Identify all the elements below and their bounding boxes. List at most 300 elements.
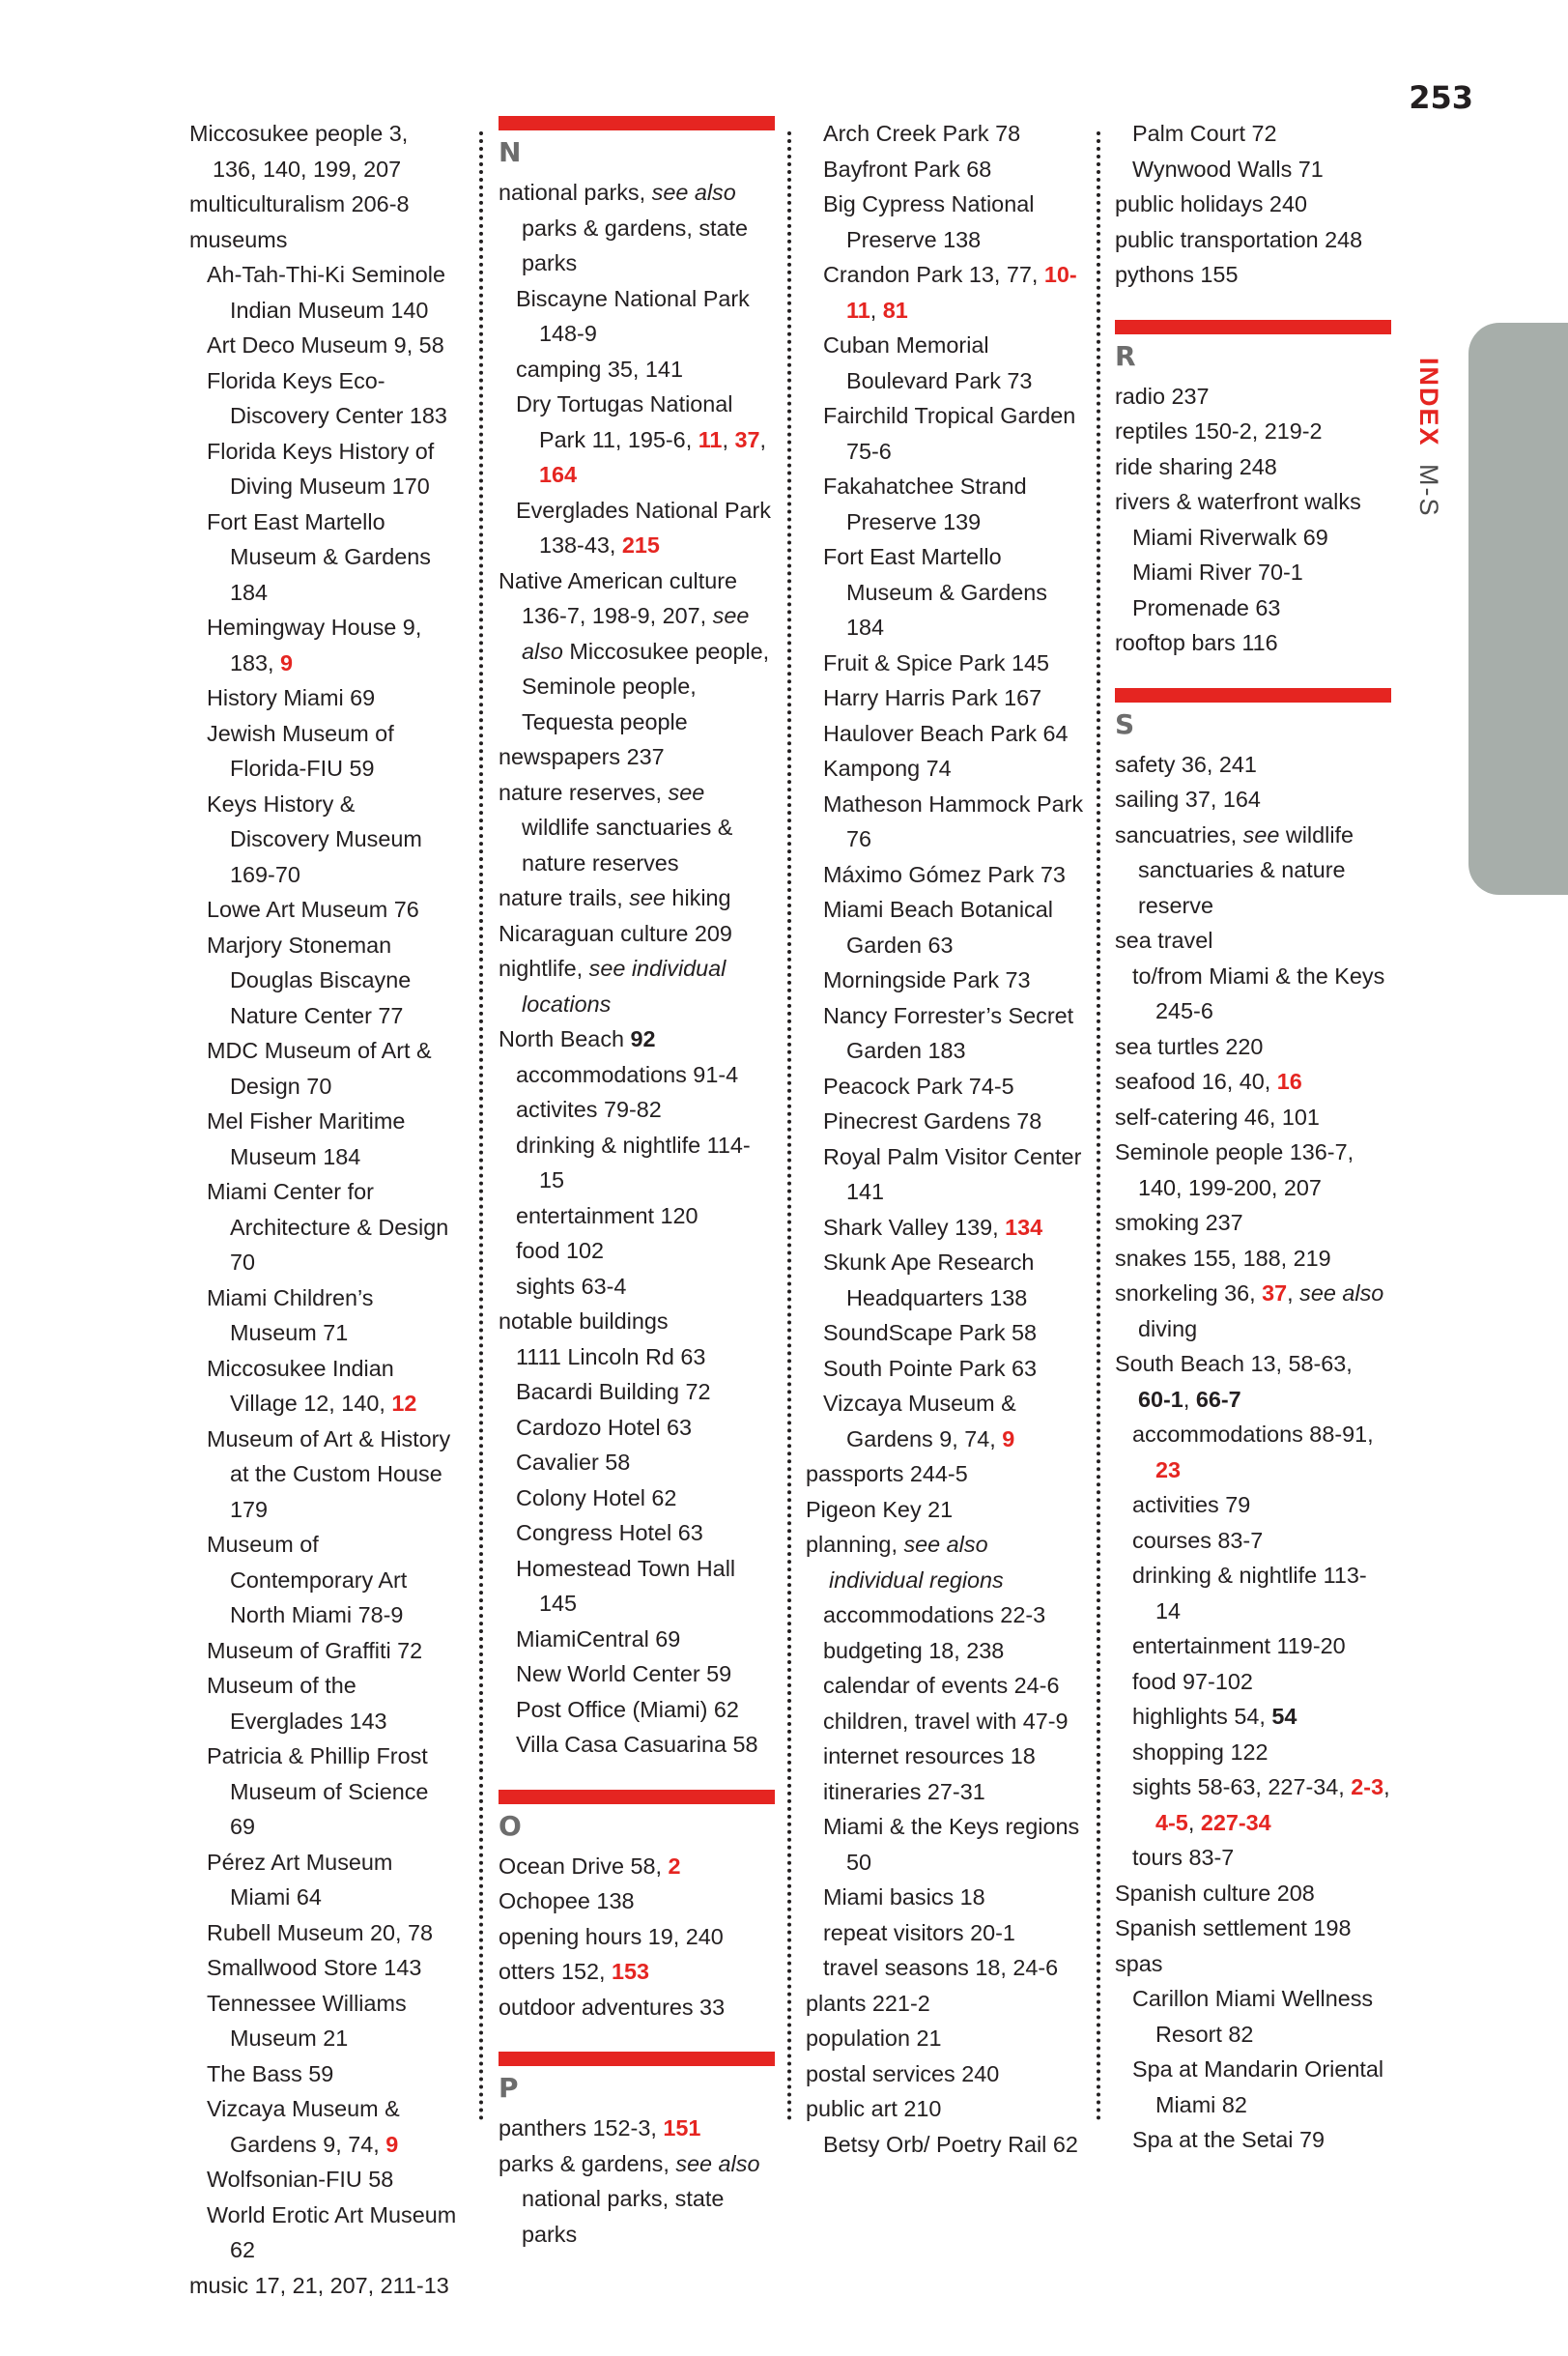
entry-text: public holidays 240: [1115, 191, 1307, 216]
index-subentry: [806, 998, 1084, 1069]
entry-text: postal services 240: [806, 2060, 1000, 2086]
index-entry: [499, 1883, 775, 1919]
index-entry: [1115, 1876, 1391, 1911]
index-entry: [499, 1954, 775, 1990]
index-subentry: [499, 1092, 775, 1128]
index-subentry: [806, 963, 1084, 998]
section-rule: [499, 116, 775, 130]
entry-text: Nancy Forrester’s Secret Garden 183: [823, 1002, 1074, 1063]
entry-text: MiamiCentral 69: [516, 1625, 681, 1652]
index-entry: [499, 175, 775, 281]
entry-text: drinking & nightlife 114-15: [516, 1132, 751, 1192]
entry-text: Pinecrest Gardens 78: [823, 1108, 1042, 1134]
index-subentry: [806, 1139, 1084, 1210]
entry-text: Dry Tortugas National Park 11, 195-6,: [516, 391, 733, 452]
index-entry: [1115, 1946, 1391, 1982]
index-entry: [1115, 1346, 1391, 1417]
map-page-ref: 134: [1005, 1214, 1043, 1240]
index-subentry: [189, 1950, 458, 1986]
index-entry: [189, 222, 458, 258]
side-thumb-tab: [1468, 323, 1568, 895]
index-subentry: [806, 1668, 1084, 1704]
cross-reference: see: [629, 885, 666, 910]
index-subentry: [189, 1986, 458, 2056]
entry-text: Haulover Beach Park 64: [823, 720, 1069, 746]
entry-text: Keys History & Discovery Museum 169-70: [207, 790, 422, 887]
index-subentry: [806, 646, 1084, 681]
section-letter: O: [499, 1809, 522, 1842]
index-subentry: [806, 892, 1084, 963]
index-subentry: [499, 387, 775, 493]
index-subentry: [189, 610, 458, 680]
index-subentry: [806, 1633, 1084, 1669]
column-divider: [1097, 131, 1100, 2122]
entry-text: sea travel: [1115, 928, 1213, 953]
entry-text: travel seasons 18, 24-6: [823, 1955, 1059, 1980]
map-page-ref: 81: [882, 297, 908, 323]
entry-text: public transportation 248: [1115, 226, 1363, 252]
cross-reference: see also individual regions: [829, 1532, 1004, 1593]
entry-text: camping 35, 141: [516, 356, 683, 382]
entry-text: Spanish settlement 198: [1115, 1915, 1352, 1940]
entry-text: Fruit & Spice Park 145: [823, 649, 1050, 675]
entry-text: Shark Valley 139,: [823, 1214, 1006, 1240]
index-subentry: [189, 1104, 458, 1174]
index-subentry: [1115, 1628, 1391, 1664]
entry-text: Cuban Memorial Boulevard Park 73: [823, 332, 1033, 393]
index-subentry: [499, 1445, 775, 1480]
entry-text: Miami River 70-1: [1132, 560, 1303, 585]
index-subentry: [189, 1033, 458, 1104]
index-subentry: [499, 1233, 775, 1269]
entry-text: Carillon Miami Wellness Resort 82: [1132, 1986, 1374, 2047]
index-entry: [1115, 1064, 1391, 1100]
page-number: 253: [1409, 79, 1473, 116]
index-entry: [499, 2146, 775, 2253]
entry-text: Wolfsonian-FIU 58: [207, 2167, 394, 2192]
entry-text: Spanish culture 208: [1115, 1880, 1315, 1906]
entry-text: Arch Creek Park 78: [823, 121, 1021, 146]
entry-text: MDC Museum of Art & Design 70: [207, 1038, 432, 1099]
entry-text: Native American culture 136-7, 198-9, 207,: [499, 567, 738, 628]
index-section: [499, 1790, 775, 2026]
entry-text: Seminole people 136-7, 140, 199-200, 207: [1115, 1139, 1354, 1200]
cross-reference: see: [1242, 821, 1280, 848]
index-entry: [1115, 747, 1391, 783]
index-entry: [1115, 923, 1391, 959]
entry-text: Florida Keys History of Diving Museum 170: [207, 438, 435, 499]
entry-text: ,: [1383, 1774, 1390, 1799]
map-page-ref: 9: [385, 2131, 399, 2157]
entry-text: Museum of the Everglades 143: [207, 1673, 387, 1734]
map-page-ref: 2: [668, 1853, 681, 1879]
index-subentry: [189, 680, 458, 716]
index-subentry: [499, 1622, 775, 1657]
entry-text: Colony Hotel 62: [516, 1484, 677, 1510]
cross-reference: see also: [1299, 1280, 1384, 1306]
entry-text: diving: [1138, 1315, 1198, 1341]
index-entry: [499, 563, 775, 740]
index-section: [1115, 320, 1391, 661]
map-page-ref: 153: [612, 1959, 650, 1984]
map-page-ref: 164: [539, 462, 578, 487]
entry-text: ride sharing 248: [1115, 453, 1277, 479]
index-subentry: [806, 680, 1084, 716]
index-entry: [806, 2091, 1084, 2127]
index-subentry: [1115, 1487, 1391, 1523]
entry-text: ,: [759, 426, 766, 452]
map-page-ref: 10-11: [846, 262, 1077, 323]
entry-text: newspapers 237: [499, 744, 665, 769]
entry-text: South Beach 13, 58-63,: [1115, 1351, 1353, 1376]
index-subentry: [806, 1774, 1084, 1810]
index-entry: [1115, 484, 1391, 520]
entry-text: Big Cypress National Preserve 138: [823, 191, 1035, 252]
index-subentry: [1115, 116, 1391, 152]
entry-text: repeat visitors 20-1: [823, 1919, 1015, 1945]
entry-text: snorkeling 36,: [1115, 1280, 1263, 1306]
index-entry: [189, 2268, 458, 2304]
entry-text: Harry Harris Park 167: [823, 685, 1042, 710]
entry-text: Vizcaya Museum & Gardens 9, 74,: [823, 1391, 1016, 1451]
index-subentry: [1115, 590, 1391, 626]
entry-text: courses 83-7: [1132, 1527, 1264, 1553]
entry-text: Homestead Town Hall 145: [516, 1555, 736, 1616]
entry-text: Spa at Mandarin Oriental Miami 82: [1132, 2056, 1384, 2117]
map-page-ref: 2-3: [1351, 1774, 1384, 1799]
entry-text: sights 58-63, 227-34,: [1132, 1774, 1352, 1799]
side-label-range: M-S: [1414, 464, 1443, 518]
index-subentry: [806, 787, 1084, 857]
main-page-ref: 92: [630, 1026, 656, 1051]
entry-text: Ochopee 138: [499, 1888, 635, 1913]
index-entry: [1115, 1029, 1391, 1065]
index-entry: [1115, 1205, 1391, 1241]
map-page-ref: 215: [621, 532, 660, 558]
index-subentry: [1115, 2122, 1391, 2158]
entry-text: planning,: [806, 1532, 904, 1557]
entry-text: SoundScape Park 58: [823, 1320, 1038, 1345]
section-header: [1115, 320, 1391, 377]
entry-text: tours 83-7: [1132, 1845, 1235, 1870]
entry-text: Rubell Museum 20, 78: [207, 1919, 434, 1945]
entry-text: entertainment 119-20: [1132, 1633, 1346, 1658]
entry-text: Kampong 74: [823, 756, 952, 781]
entry-text: Miccosukee people, Seminole people, Tequesta people: [522, 638, 770, 734]
index-entry: [189, 187, 458, 222]
index-subentry: [499, 352, 775, 388]
index-subentry: [806, 152, 1084, 187]
entry-text: ,: [1287, 1280, 1300, 1306]
entry-text: Fort East Martello Museum & Gardens 184: [823, 544, 1048, 640]
index-subentry: [499, 1339, 775, 1375]
entry-text: children, travel with 47-9: [823, 1708, 1069, 1734]
index-subentry: [1115, 1417, 1391, 1487]
index-subentry: [806, 2127, 1084, 2163]
entry-text: sights 63-4: [516, 1273, 627, 1299]
entry-text: wildlife sanctuaries & nature reserve: [1138, 821, 1354, 918]
entry-text: Tennessee Williams Museum 21: [207, 1990, 407, 2051]
map-page-ref: 151: [663, 2115, 701, 2141]
index-subentry: [499, 1480, 775, 1516]
entry-text: Hemingway House 9, 183,: [207, 615, 422, 675]
index-entry: [499, 916, 775, 952]
entry-text: Post Office (Miami) 62: [516, 1696, 739, 1722]
index-subentry: [189, 1738, 458, 1845]
index-subentry: [189, 2162, 458, 2198]
index-entry: [499, 1990, 775, 2026]
entry-text: budgeting 18, 238: [823, 1637, 1005, 1663]
entry-text: Museum of Art & History at the Custom House 179: [207, 1425, 451, 1522]
entry-text: Matheson Hammock Park 76: [823, 790, 1084, 851]
entry-text: Villa Casa Casuarina 58: [516, 1732, 758, 1757]
side-label-section: INDEX: [1414, 358, 1443, 447]
entry-text: radio 237: [1115, 383, 1210, 409]
entry-text: notable buildings: [499, 1308, 669, 1334]
index-entry: [499, 951, 775, 1021]
index-subentry: [806, 1351, 1084, 1387]
entry-text: rooftop bars 116: [1115, 630, 1278, 655]
section-rule: [1115, 688, 1391, 703]
index-entry: [1115, 222, 1391, 258]
entry-text: otters 152,: [499, 1959, 613, 1984]
entry-text: plants 221-2: [806, 1990, 930, 2016]
index-entry: [1115, 379, 1391, 415]
index-entry: [1115, 818, 1391, 924]
section-letter: P: [499, 2072, 519, 2104]
entry-text: entertainment 120: [516, 1202, 698, 1228]
map-page-ref: 9: [280, 649, 294, 675]
index-entry: [1115, 1241, 1391, 1277]
index-entry: [499, 1021, 775, 1057]
section-header: [499, 116, 775, 173]
index-subentry: [806, 751, 1084, 787]
entry-text: Lowe Art Museum 76: [207, 897, 419, 922]
entry-text: music 17, 21, 207, 211-13: [189, 2272, 449, 2298]
index-subentry: [1115, 959, 1391, 1029]
entry-text: Ocean Drive 58,: [499, 1853, 669, 1879]
index-subentry: [189, 2198, 458, 2268]
index-subentry: [806, 716, 1084, 752]
index-subentry: [189, 1422, 458, 1528]
entry-text: Pigeon Key 21: [806, 1496, 954, 1522]
section-rule: [1115, 320, 1391, 334]
entry-text: 1111 Lincoln Rd 63: [516, 1343, 706, 1369]
main-page-ref: 60-1: [1138, 1386, 1183, 1412]
index-subentry: [189, 2091, 458, 2162]
index-subentry: [806, 1809, 1084, 1880]
side-section-label: [1406, 358, 1464, 532]
entry-text: Palm Court 72: [1132, 121, 1277, 146]
index-subentry: [806, 1950, 1084, 1986]
entry-text: internet resources 18: [823, 1743, 1036, 1768]
index-subentry: [806, 1245, 1084, 1315]
index-subentry: [806, 1915, 1084, 1951]
entry-text: public art 210: [806, 2096, 942, 2121]
index-subentry: [189, 2056, 458, 2092]
index-section: [499, 2052, 775, 2252]
index-subentry: [1115, 520, 1391, 556]
main-page-ref: 54: [1271, 1704, 1297, 1729]
column-divider: [787, 131, 791, 2122]
section-header: [499, 1790, 775, 1847]
index-subentry: [1115, 1735, 1391, 1770]
index-entry: [1115, 1911, 1391, 1946]
index-subentry: [1115, 1840, 1391, 1876]
entry-text: New World Center 59: [516, 1661, 732, 1686]
section-rule: [499, 1790, 775, 1804]
index-subentry: [1115, 1558, 1391, 1628]
entry-text: Museum of Graffiti 72: [207, 1637, 423, 1663]
index-entry: [806, 2056, 1084, 2092]
index-subentry: [806, 398, 1084, 469]
entry-text: Fort East Martello Museum & Gardens 184: [207, 508, 432, 605]
entry-text: Smallwood Store 143: [207, 1955, 422, 1980]
entry-text: spas: [1115, 1950, 1163, 1976]
entry-text: Miccosukee Indian Village 12, 140,: [207, 1355, 394, 1416]
index-subentry: [1115, 2052, 1391, 2122]
entry-text: Miccosukee people 3, 136, 140, 199, 207: [189, 121, 409, 182]
entry-text: museums: [189, 226, 288, 252]
entry-text: population 21: [806, 2026, 942, 2051]
index-subentry: [189, 504, 458, 611]
index-entry: [499, 1304, 775, 1339]
index-entry: [1115, 414, 1391, 449]
index-entry: [1115, 1135, 1391, 1205]
entry-text: Nicaraguan culture 209: [499, 920, 732, 946]
index-entry: [1115, 1100, 1391, 1135]
index-subentry: [189, 1527, 458, 1633]
index-section: [1115, 116, 1391, 293]
entry-text: to/from Miami & the Keys 245-6: [1132, 963, 1385, 1023]
entry-text: accommodations 91-4: [516, 1061, 739, 1087]
cross-reference: see also: [522, 603, 750, 664]
index-section: [189, 116, 458, 2303]
entry-text: hiking: [665, 885, 731, 910]
entry-text: Betsy Orb/ Poetry Rail 62: [823, 2131, 1078, 2157]
entry-text: self-catering 46, 101: [1115, 1104, 1320, 1130]
entry-text: sancuatries,: [1115, 821, 1243, 848]
index-subentry: [499, 1198, 775, 1234]
entry-text: Bayfront Park 68: [823, 156, 992, 182]
entry-text: Máximo Gómez Park 73: [823, 861, 1066, 887]
index-subentry: [1115, 1981, 1391, 2052]
entry-text: Skunk Ape Research Headquarters 138: [823, 1250, 1035, 1310]
index-entry: [806, 1492, 1084, 1528]
index-subentry: [1115, 1664, 1391, 1700]
entry-text: nature trails,: [499, 885, 630, 910]
index-subentry: [499, 1656, 775, 1692]
index-section: [806, 116, 1084, 2162]
entry-text: Fakahatchee Strand Preserve 139: [823, 474, 1027, 534]
entry-text: Pérez Art Museum Miami 64: [207, 1849, 393, 1910]
index-entry: [499, 739, 775, 775]
index-column-2: [499, 116, 775, 2252]
section-letter: S: [1115, 707, 1135, 740]
entry-text: Bacardi Building 72: [516, 1379, 711, 1404]
index-column-1: [189, 116, 458, 2303]
index-entry: [1115, 625, 1391, 661]
entry-text: calendar of events 24-6: [823, 1673, 1060, 1698]
entry-text: nightlife,: [499, 956, 589, 981]
index-subentry: [806, 469, 1084, 539]
entry-text: accommodations 22-3: [823, 1602, 1046, 1627]
index-subentry: [189, 787, 458, 893]
index-column-4: [1115, 116, 1391, 2158]
index-entry: [1115, 782, 1391, 818]
entry-text: Ah-Tah-Thi-Ki Seminole Indian Museum 140: [207, 262, 445, 323]
entry-text: ,: [870, 297, 883, 323]
index-subentry: [189, 257, 458, 328]
entry-text: Morningside Park 73: [823, 967, 1031, 992]
entry-text: opening hours 19, 240: [499, 1923, 724, 1949]
index-subentry: [1115, 555, 1391, 590]
index-entry: [806, 1456, 1084, 1492]
index-subentry: [189, 434, 458, 504]
entry-text: Peacock Park 74-5: [823, 1073, 1014, 1099]
index-subentry: [189, 1915, 458, 1951]
entry-text: Art Deco Museum 9, 58: [207, 332, 444, 358]
entry-text: Everglades National Park 138-43,: [516, 497, 771, 558]
index-entry: [806, 1527, 1084, 1597]
entry-text: activities 79: [1132, 1492, 1251, 1517]
index-subentry: [806, 539, 1084, 646]
map-page-ref: 11: [698, 426, 723, 452]
entry-text: national parks,: [499, 180, 652, 205]
entry-text: Florida Keys Eco-Discovery Center 183: [207, 367, 447, 428]
entry-text: Crandon Park 13, 77,: [823, 262, 1044, 287]
entry-text: Promenade 63: [1132, 594, 1281, 620]
index-entry: [499, 2111, 775, 2146]
map-page-ref: 23: [1155, 1456, 1182, 1482]
entry-text: Cavalier 58: [516, 1450, 631, 1475]
entry-text: Royal Palm Visitor Center 141: [823, 1143, 1082, 1204]
entry-text: North Beach: [499, 1026, 631, 1051]
map-page-ref: 4-5: [1155, 1809, 1188, 1835]
entry-text: smoking 237: [1115, 1210, 1243, 1235]
entry-text: rivers & waterfront walks: [1115, 489, 1361, 514]
entry-text: Miami Riverwalk 69: [1132, 524, 1328, 550]
entry-text: ,: [1183, 1386, 1196, 1412]
entry-text: The Bass 59: [207, 2060, 334, 2086]
index-subentry: [189, 328, 458, 363]
index-entry: [806, 2021, 1084, 2056]
index-subentry: [1115, 1769, 1391, 1840]
entry-text: Vizcaya Museum & Gardens 9, 74,: [207, 2096, 400, 2157]
entry-text: History Miami 69: [207, 685, 376, 710]
side-label-text: [1413, 358, 1443, 518]
index-subentry: [499, 493, 775, 563]
index-subentry: [189, 1845, 458, 1915]
index-entry: [499, 775, 775, 881]
index-column-3: [806, 116, 1084, 2162]
section-header: [499, 2052, 775, 2109]
cross-reference: see also: [675, 2150, 760, 2176]
index-subentry: [499, 1727, 775, 1763]
entry-text: passports 244-5: [806, 1461, 968, 1486]
index-entry: [499, 880, 775, 916]
index-subentry: [499, 1128, 775, 1198]
entry-text: seafood 16, 40,: [1115, 1069, 1277, 1094]
index-entry: [1115, 449, 1391, 485]
entry-text: World Erotic Art Museum 62: [207, 2201, 457, 2262]
entry-text: Marjory Stoneman Douglas Biscayne Nature Center 77: [207, 932, 412, 1028]
section-letter: N: [499, 136, 522, 168]
index-subentry: [189, 1351, 458, 1422]
section-letter: R: [1115, 339, 1136, 372]
index-subentry: [499, 281, 775, 352]
entry-text: pythons 155: [1115, 262, 1239, 287]
